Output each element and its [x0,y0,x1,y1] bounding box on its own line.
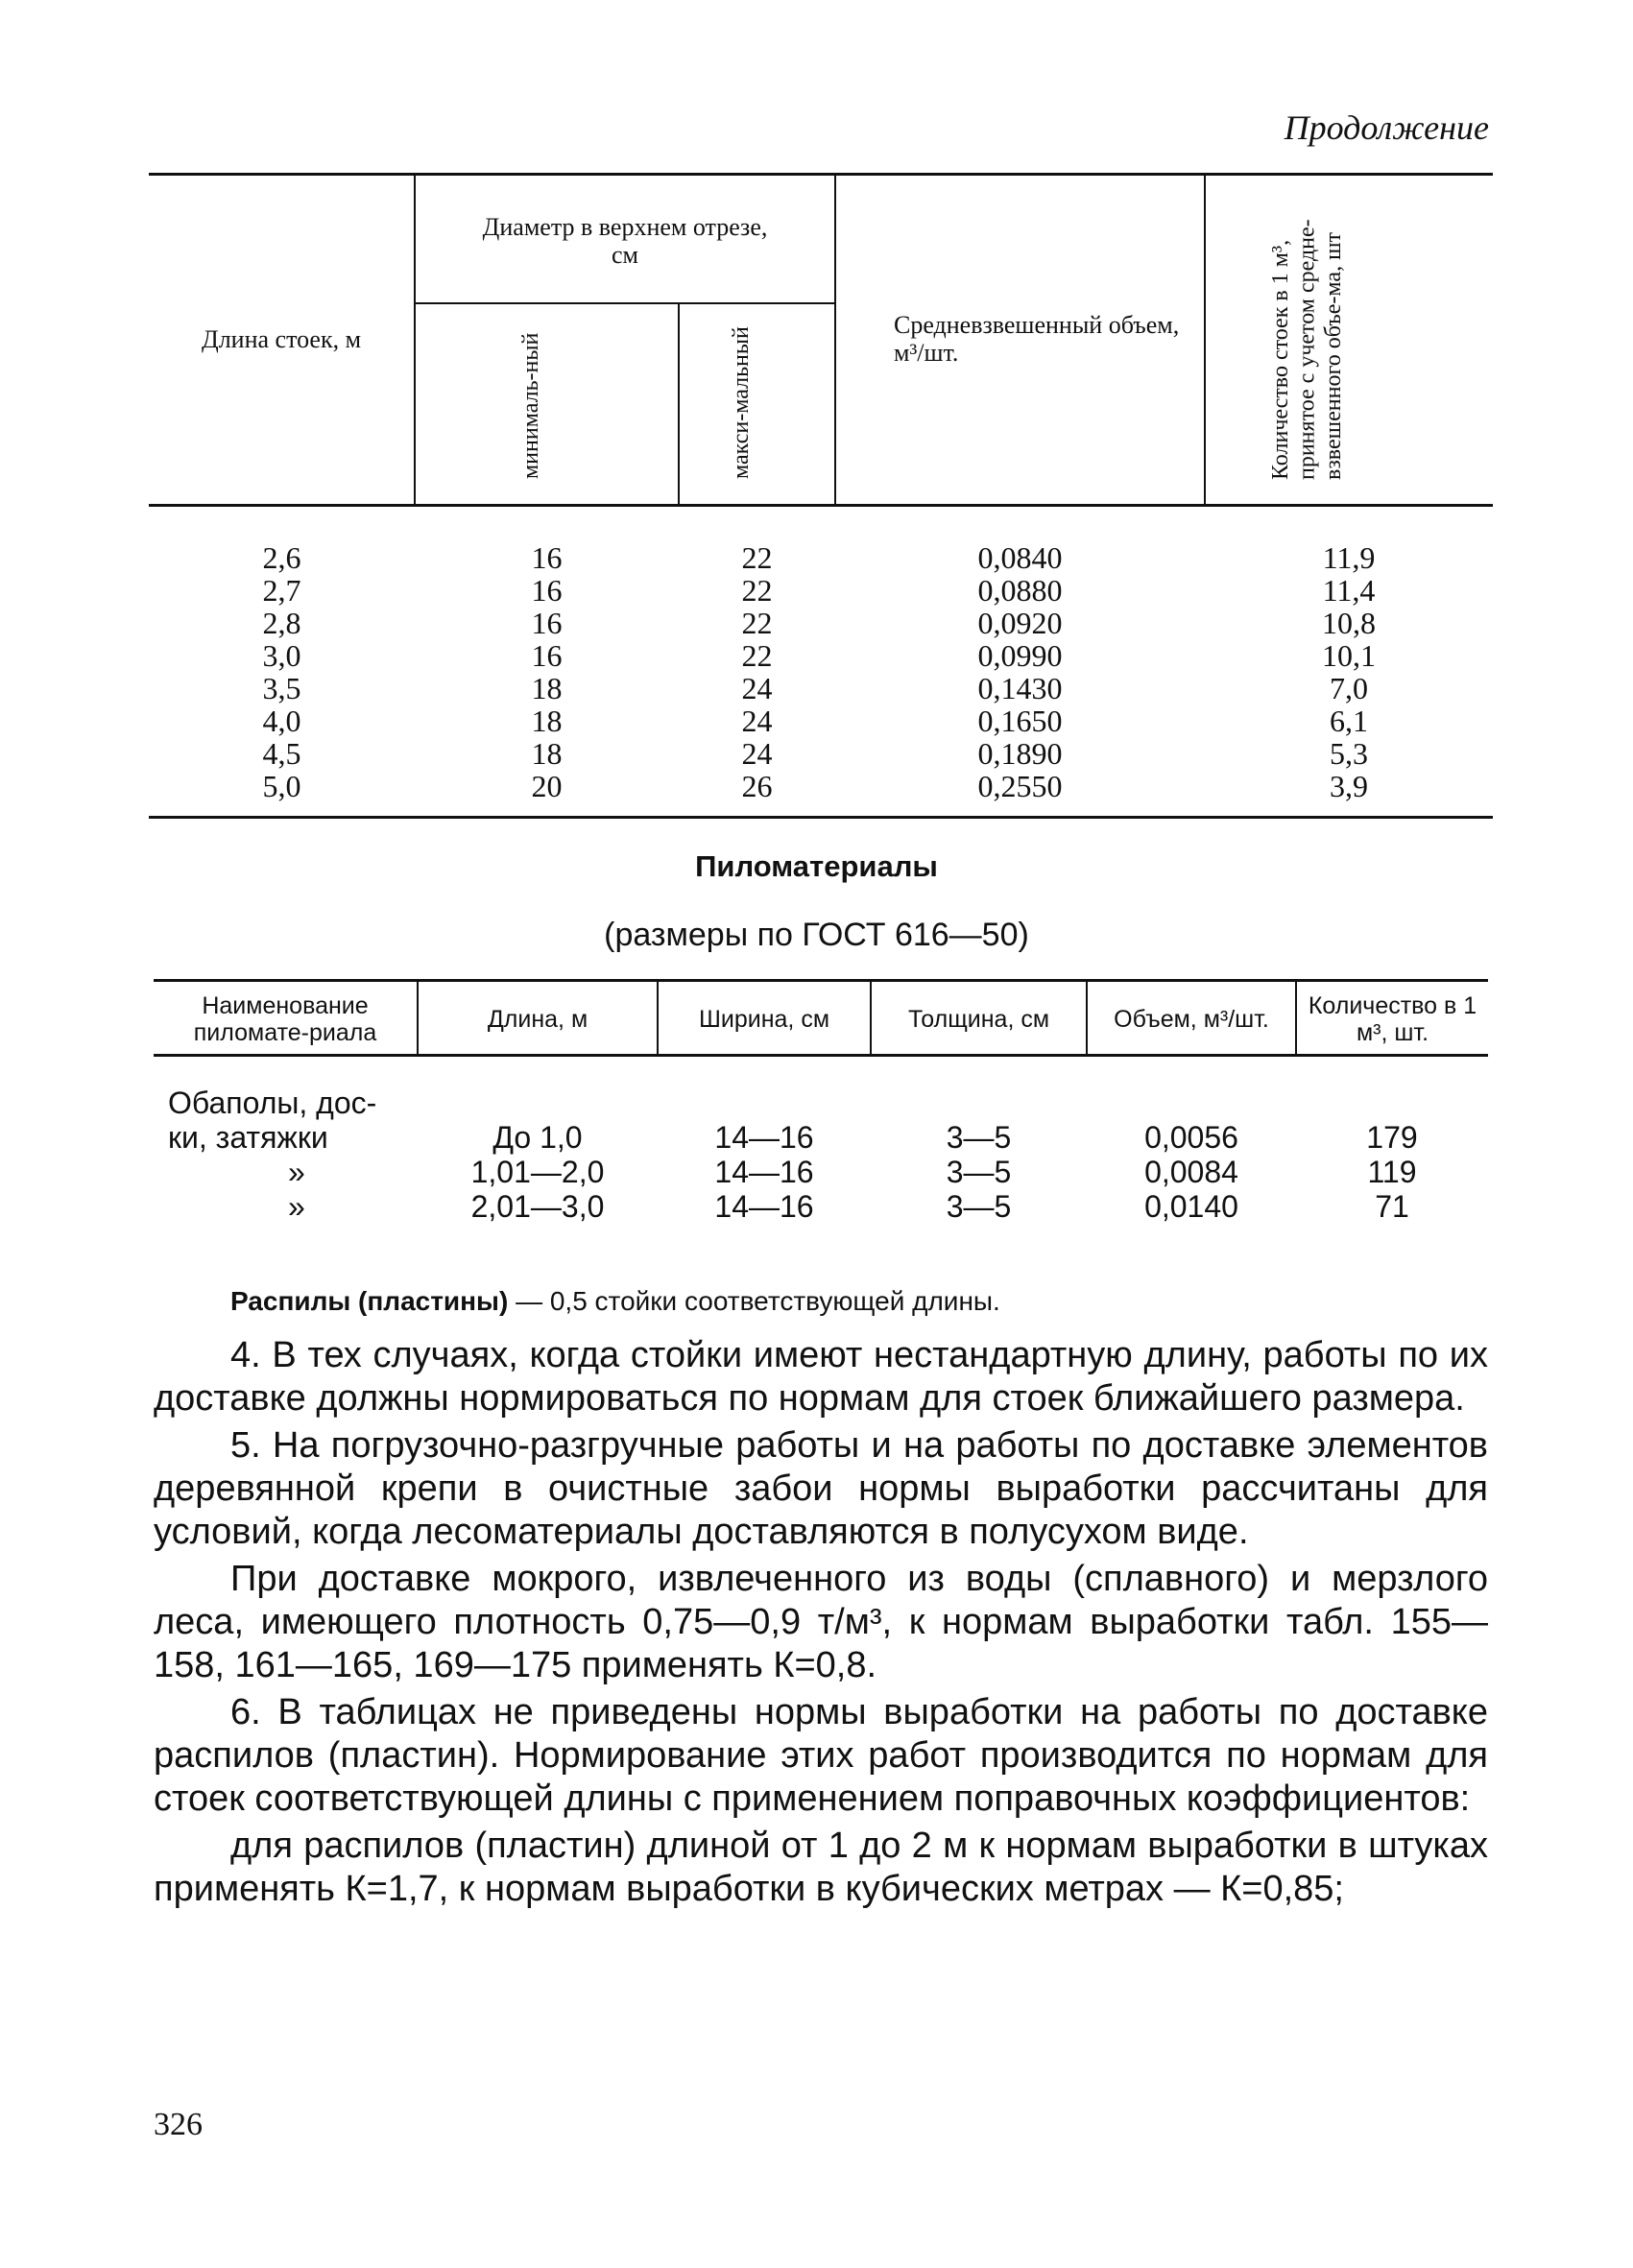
cell-width: 14—16 [714,1155,814,1189]
cell-name: Обаполы, дос- [168,1086,377,1120]
header-max: макси-мальный [728,325,754,479]
cell-name: ки, затяжки [168,1120,328,1155]
header-count: Количество стоек в 1 м³, принятое с учетом средне-взвешенного объе-ма, шт [1267,219,1346,480]
cell-count: 119 [1367,1155,1417,1189]
cell-count: 5,3 [1330,736,1368,771]
table-row [149,737,1493,770]
sawn-note-bold: Распилы (пластины) [230,1286,509,1316]
header-avg-volume: Средневзвешенный объем, м³/шт. [835,175,1205,506]
cell-name: » [288,1155,305,1189]
cell-count [1296,1056,1488,1121]
cell-max: 24 [741,671,773,705]
cell-length: 2,8 [262,606,301,640]
header-length: Длина, м [418,981,658,1056]
cell-length: 2,01—3,0 [470,1189,605,1224]
body-text [154,1334,1488,1915]
cell-length: 4,0 [262,704,301,738]
table-row [149,639,1493,672]
cell-max: 26 [741,769,773,803]
cell-volume: 0,0840 [977,540,1063,575]
cell-volume: 0,0880 [977,573,1063,608]
cell-volume: 0,1890 [977,736,1063,771]
cell-volume: 0,0084 [1144,1155,1238,1189]
table-row [154,1056,1488,1121]
cell-max: 22 [741,540,773,575]
cell-thickness [871,1056,1087,1121]
header-name: Наименование пиломате-риала [154,981,418,1056]
posts-table [149,173,1493,819]
cell-length: 4,5 [262,736,301,771]
cell-volume: 0,0920 [977,606,1063,640]
header-volume: Объем, м³/шт. [1087,981,1296,1056]
sawn-note [230,1286,1000,1317]
lumber-table [154,979,1488,1224]
header-thickness: Толщина, см [871,981,1087,1056]
paragraph: При доставке мокрого, извлеченного из воды (сплавного) и мерзлого леса, имеющего плотность 0,75—0,9 т/м³, к нормам выработки табл. 155—158, 161—165, 169—175 применять К=0,8. [154,1559,1488,1685]
cell-min: 16 [531,540,563,575]
cell-volume: 0,1650 [977,704,1063,738]
cell-volume: 0,0990 [977,638,1063,673]
paragraph: 5. На погрузочно-разгручные работы и на работы по доставке элементов деревянной крепи в очистные забои нормы выработки рассчитаны для условий, когда лесоматериалы доставляются в полусухом виде. [154,1425,1488,1552]
cell-min: 18 [531,671,563,705]
cell-thickness: 3—5 [946,1155,1012,1189]
header-diameter: Диаметр в верхнем отрезе, см [415,175,835,304]
cell-max: 24 [741,704,773,738]
table-row [154,1120,1488,1155]
cell-count: 3,9 [1330,769,1368,803]
cell-volume [1087,1056,1296,1121]
paragraph: для распилов (пластин) длиной от 1 до 2 м к нормам выработки в штуках применять К=1,7, к нормам выработки в кубических метрах — К=0,85; [154,1826,1488,1909]
paragraph: 4. В тех случаях, когда стойки имеют нестандартную длину, работы по их доставке должны нормироваться по нормам для стоек ближайшего размера. [154,1335,1488,1419]
cell-width: 14—16 [714,1189,814,1224]
cell-max: 22 [741,573,773,608]
section-title: Пиломатериалы [695,849,938,883]
cell-length: 3,0 [262,638,301,673]
cell-name: » [288,1189,305,1224]
header-length: Длина стоек, м [149,175,415,506]
table-row [154,1189,1488,1224]
table-row [149,672,1493,704]
cell-count: 10,8 [1322,606,1376,640]
cell-min: 16 [531,638,563,673]
cell-max: 22 [741,638,773,673]
cell-count: 7,0 [1330,671,1368,705]
cell-volume: 0,1430 [977,671,1063,705]
cell-volume: 0,0140 [1144,1189,1238,1224]
cell-count: 6,1 [1330,704,1368,738]
cell-width [658,1056,871,1121]
cell-count: 11,9 [1322,540,1376,575]
cell-min: 20 [531,769,563,803]
paragraph: 6. В таблицах не приведены нормы выработки на работы по доставке распилов (пластин). Нормирование этих работ производится по нормам для стоек соответствующей длины с применением поправочных коэффициентов: [154,1692,1488,1819]
cell-length: 1,01—2,0 [470,1155,605,1189]
table-row [154,1155,1488,1189]
cell-count: 10,1 [1322,638,1376,673]
cell-count: 179 [1366,1120,1418,1155]
cell-length: 2,6 [262,540,301,575]
cell-min: 18 [531,704,563,738]
table-row [149,770,1493,818]
cell-max: 22 [741,606,773,640]
header-width: Ширина, см [658,981,871,1056]
cell-volume: 0,2550 [977,769,1063,803]
cell-thickness: 3—5 [946,1120,1012,1155]
cell-min: 16 [531,606,563,640]
cell-length [418,1056,658,1121]
cell-length: До 1,0 [492,1120,583,1155]
cell-length: 3,5 [262,671,301,705]
header-min: минималь-ный [517,332,543,479]
cell-length: 5,0 [262,769,301,803]
page-number: 326 [154,2107,203,2142]
cell-thickness: 3—5 [946,1189,1012,1224]
cell-volume: 0,0056 [1144,1120,1238,1155]
cell-max: 24 [741,736,773,771]
cell-count: 11,4 [1322,573,1376,608]
continuation-label: Продолжение [1284,108,1489,147]
cell-width: 14—16 [714,1120,814,1155]
cell-min: 18 [531,736,563,771]
cell-min: 16 [531,573,563,608]
header-count: Количество в 1 м³, шт. [1296,981,1488,1056]
cell-length: 2,7 [262,573,301,608]
cell-count: 71 [1375,1189,1409,1224]
table-row [149,607,1493,639]
table-row [149,704,1493,737]
table-row [149,506,1493,575]
table-row [149,574,1493,607]
sawn-note-rest: — 0,5 стойки соответствующей длины. [508,1286,1000,1316]
section-subtitle: (размеры по ГОСТ 616—50) [604,917,1029,953]
